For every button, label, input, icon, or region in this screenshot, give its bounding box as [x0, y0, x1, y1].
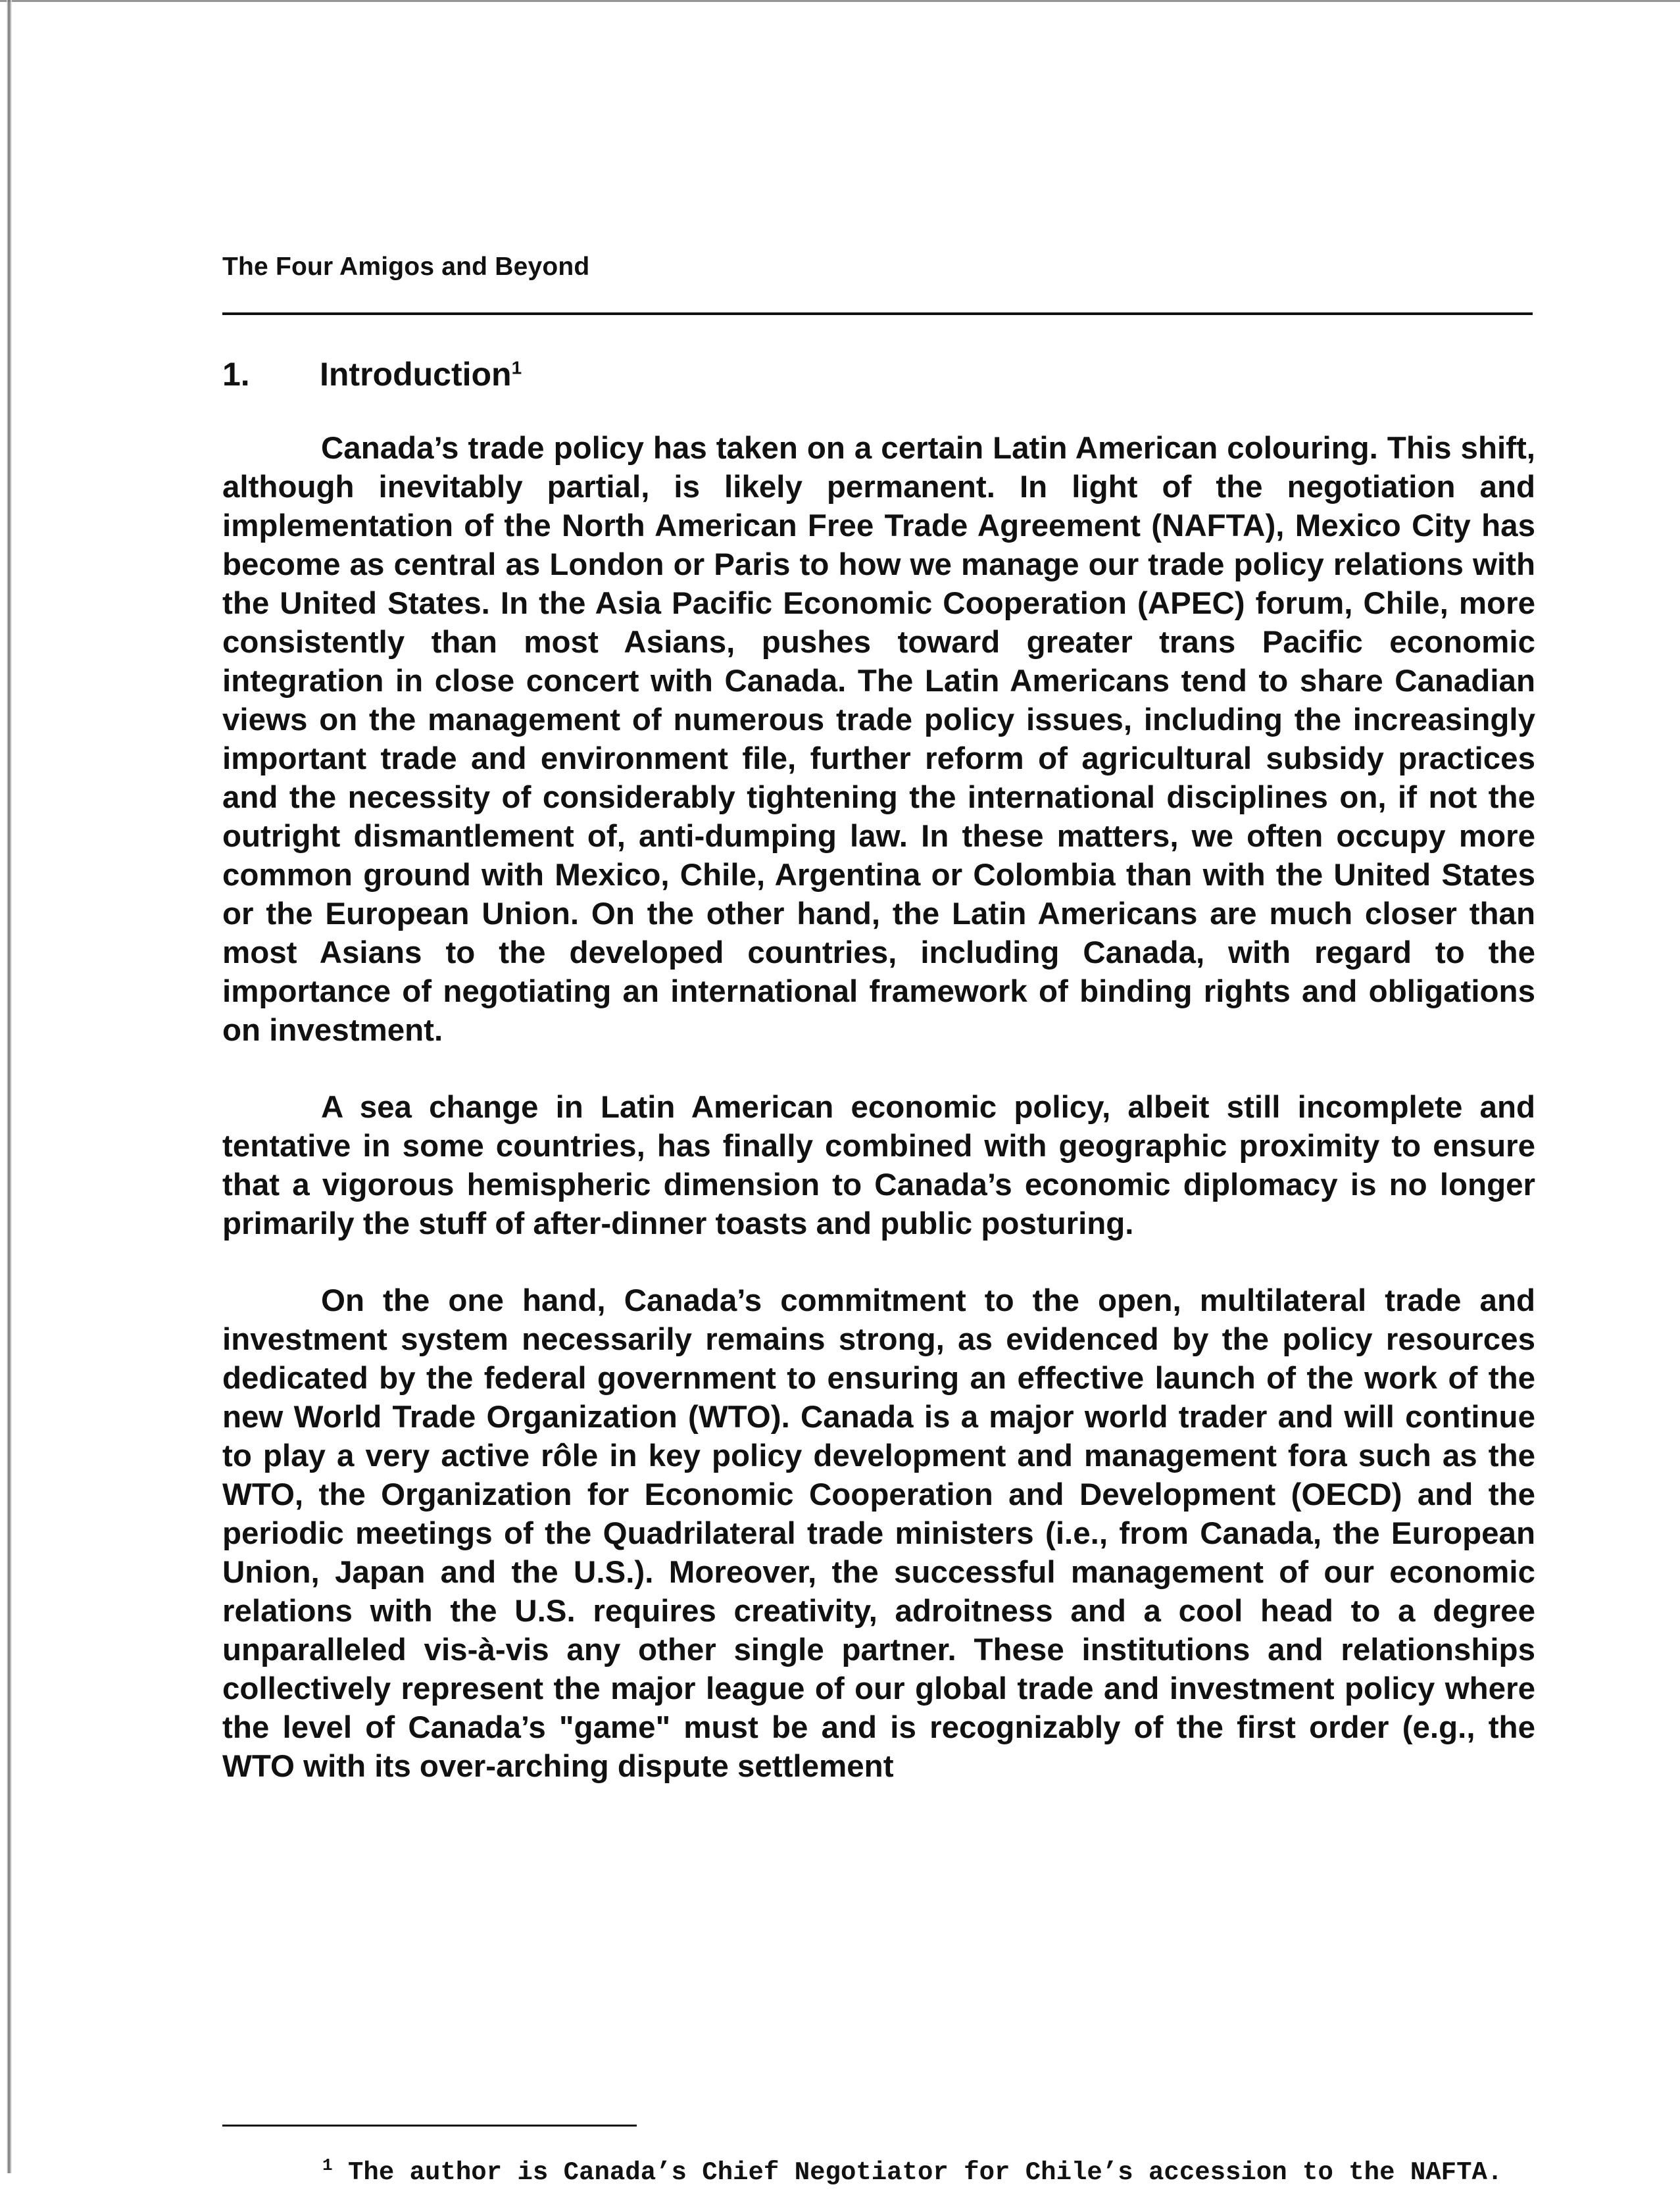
paragraph-3: On the one hand, Canada’s commitment to the open, multilateral trade and investment system necessarily remains strong, as evidenced by the policy resources dedicated by the federal government to ensuring an effective launch of the work of the new World Trade Organization (WTO). Canada is a major world trader and will continue to play a very active rôle in key policy development and management fora such as the WTO, the Organization for Economic Cooperation and Development (OECD) and the periodic meetings of the Quadrilateral trade ministers (i.e., from Canada, the European Union, Japan and the U.S.). Moreover, the successful management of our economic relations with the U.S. requires creativity, adroitness and a cool head to a degree unparalleled vis-à-vis any other single partner. These institutions and relationships collectively represent the major league of our global trade and investment policy where the level of Canada’s "game" must be and is recognizably of the first order (e.g., the WTO with its over-arching dispute settlement: [222, 1283, 1535, 1784]
section-title: Introduction: [320, 356, 512, 393]
footnote-reference: 1: [511, 357, 522, 378]
paragraph-1: Canada’s trade policy has taken on a certain Latin American colouring. This shift, although inevitably partial, is likely permanent. In light of the negotiation and implementation of the North American Free Trade Agreement (NAFTA), Mexico City has become as central as London or Paris to how we manage our trade policy relations with the United States. In the Asia Pacific Economic Cooperation (APEC) forum, Chile, more consistently than most Asians, pushes toward greater trans Pacific economic integration in close concert with Canada. The Latin Americans tend to share Canadian views on the management of numerous trade policy issues, including the increasingly important trade and environment file, further reform of agricultural subsidy practices and the necessity of considerably tightening the international disciplines on, if not the outright dismantlement of, anti-dumping law. In these matters, we often occupy more common ground with Mexico, Chile, Argentina or Colombia than with the United States or the European Union. On the other hand, the Latin Americans are much closer than most Asians to the developed countries, including Canada, with regard to the importance of negotiating an international framework of binding rights and obligations on investment.: [222, 431, 1535, 1048]
header-rule: [222, 312, 1533, 315]
footnote-rule: [222, 2125, 637, 2127]
scan-edge-top: [0, 0, 1680, 2]
section-number: 1.: [222, 356, 250, 393]
paragraph-2: A sea change in Latin American economic policy, albeit still incomplete and tentative in some countries, has finally combined with geographic proximity to ensure that a vigorous hemispheric dimension to Canada’s economic diplomacy is no longer primarily the stuff of after-dinner toasts and public posturing.: [222, 1090, 1535, 1241]
footnote-text: The author is Canada’s Chief Negotiator for Chile’s accession to the NAFTA.: [348, 2158, 1503, 2187]
body-text: [222, 429, 1535, 1824]
section-heading: [222, 355, 522, 393]
running-header: The Four Amigos and Beyond: [222, 253, 590, 281]
footnote: 1 The author is Canada’s Chief Negotiator for Chile’s accession to the NAFTA.: [322, 2155, 1503, 2187]
section-title-wrap: [320, 355, 522, 393]
scan-edge-left: [7, 0, 12, 2173]
